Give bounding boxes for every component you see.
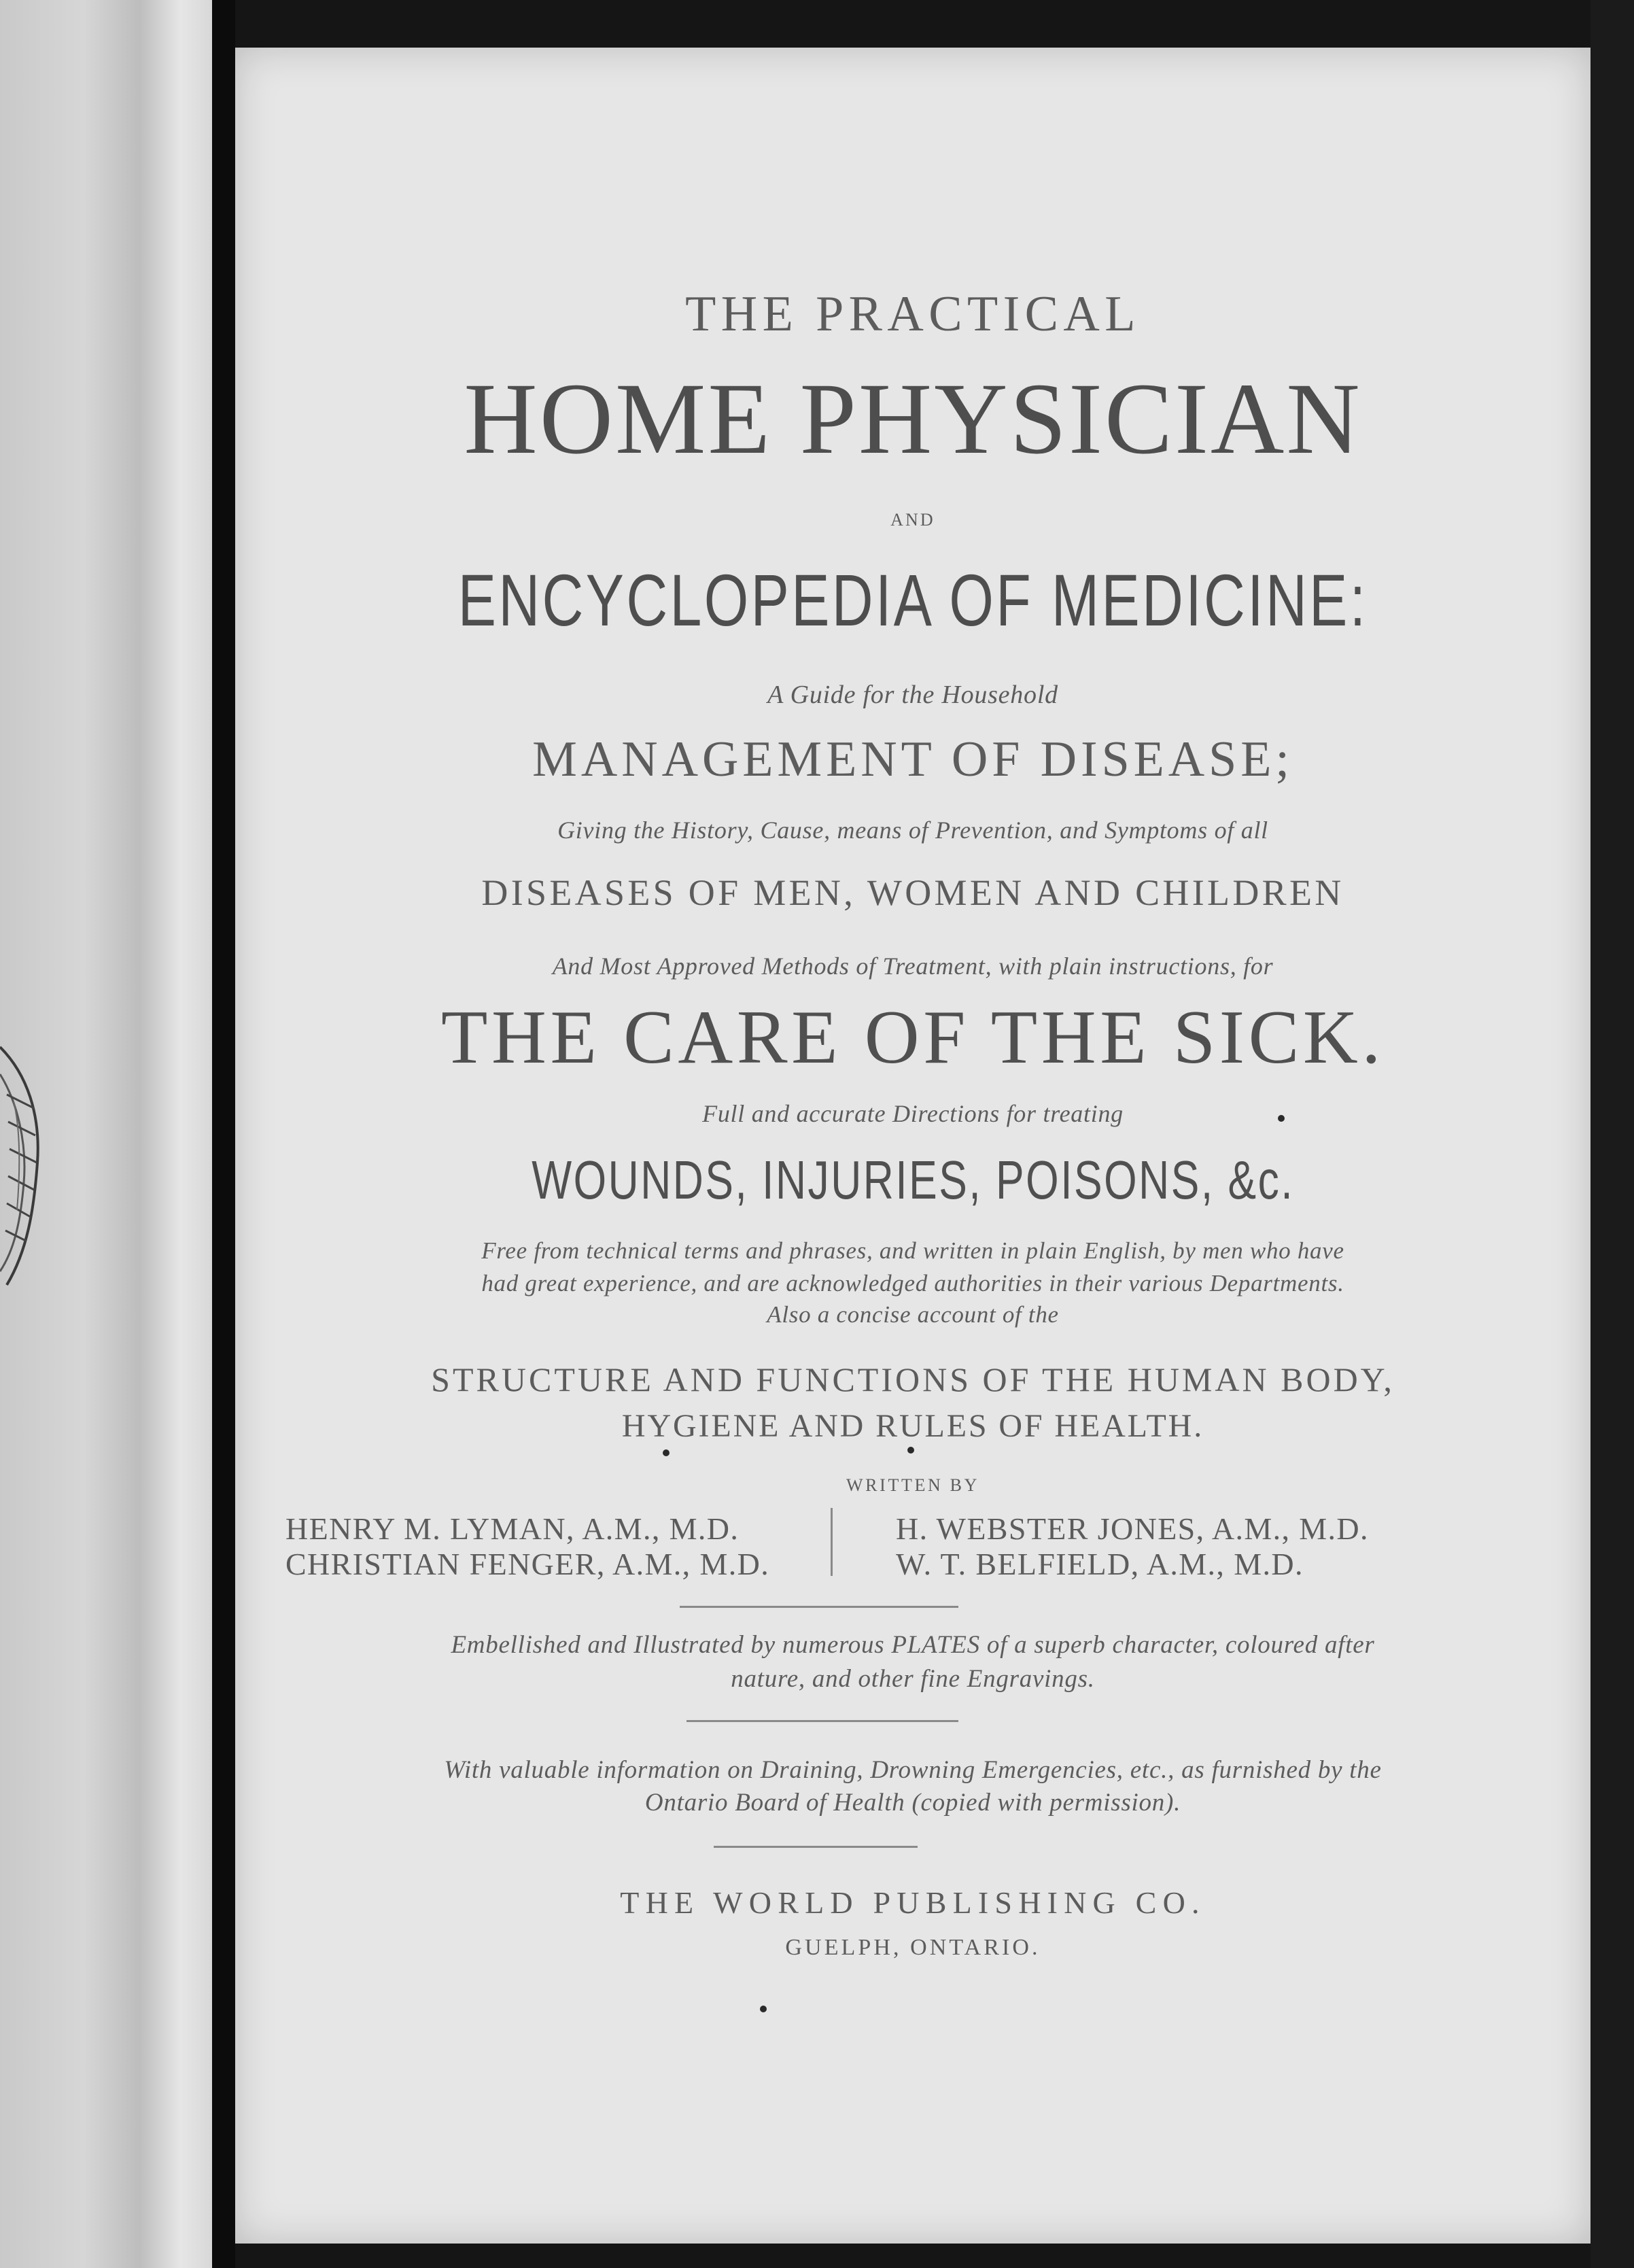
title-line-practical: THE PRACTICAL — [685, 286, 1141, 342]
text-full-directions: Full and accurate Directions for treating — [702, 1100, 1124, 1127]
subtitle-guide: A Guide for the Household — [767, 681, 1058, 709]
publisher-name: THE WORLD PUBLISHING CO. — [620, 1885, 1206, 1920]
text-concise-account: Also a concise account of the — [767, 1301, 1059, 1328]
text-approved-methods: And Most Approved Methods of Treatment, with plain instructions, for — [552, 952, 1274, 980]
publisher-place: GUELPH, ONTARIO. — [785, 1935, 1041, 1960]
title-and: AND — [890, 510, 935, 530]
subtitle-wounds — [235, 1149, 1590, 1212]
engraving-fragment-icon — [0, 1033, 54, 1292]
divider-rule-2 — [686, 1720, 958, 1722]
text-free-from-terms: Free from technical terms and phrases, and written in plain English, by men who have — [481, 1237, 1344, 1264]
binding-gutter — [212, 0, 235, 2268]
author-fenger: CHRISTIAN FENGER, A.M., M.D. — [285, 1547, 770, 1581]
text-great-experience: had great experience, and are acknowledged authorities in their various Departments. — [481, 1270, 1344, 1296]
scan-right-edge — [1590, 0, 1634, 2268]
text-embellished: Embellished and Illustrated by numerous PLATES of a superb character, coloured after — [451, 1631, 1375, 1659]
text-giving-history: Giving the History, Cause, means of Prevention, and Symptoms of all — [557, 817, 1268, 844]
subtitle-care-of-sick: THE CARE OF THE SICK. — [440, 995, 1385, 1080]
author-belfield: W. T. BELFIELD, A.M., M.D. — [896, 1547, 1304, 1581]
subtitle-hygiene: HYGIENE AND RULES OF HEALTH. — [621, 1408, 1204, 1444]
text-valuable-information: With valuable information on Draining, Drowning Emergencies, etc., as furnished by the — [444, 1756, 1382, 1784]
subtitle-diseases: DISEASES OF MEN, WOMEN AND CHILDREN — [481, 872, 1344, 913]
subtitle-structure: STRUCTURE AND FUNCTIONS OF THE HUMAN BODY, — [431, 1360, 1395, 1398]
author-jones: H. WEBSTER JONES, A.M., M.D. — [896, 1511, 1369, 1546]
scan-speck — [663, 1449, 670, 1456]
divider-rule-3 — [714, 1846, 918, 1848]
title-encyclopedia-text: ENCYCLOPEDIA OF MEDICINE: — [457, 559, 1368, 641]
facing-page-edge — [0, 0, 139, 2268]
author-lyman: HENRY M. LYMAN, A.M., M.D. — [285, 1511, 740, 1546]
text-ontario-board: Ontario Board of Health (copied with permission). — [644, 1789, 1181, 1817]
title-home-physician: HOME PHYSICIAN — [464, 362, 1362, 475]
scan-speck — [760, 2006, 767, 2012]
scan-speck — [907, 1447, 914, 1454]
title-encyclopedia — [235, 557, 1590, 642]
text-nature-engravings: nature, and other fine Engravings. — [731, 1665, 1095, 1693]
label-written-by: WRITTEN BY — [846, 1475, 979, 1495]
authors-divider — [831, 1508, 833, 1576]
subtitle-management: MANAGEMENT OF DISEASE; — [532, 732, 1293, 787]
scan-speck — [1278, 1115, 1285, 1122]
subtitle-wounds-text: WOUNDS, INJURIES, POISONS, &c. — [532, 1150, 1294, 1210]
divider-rule-1 — [680, 1606, 958, 1608]
